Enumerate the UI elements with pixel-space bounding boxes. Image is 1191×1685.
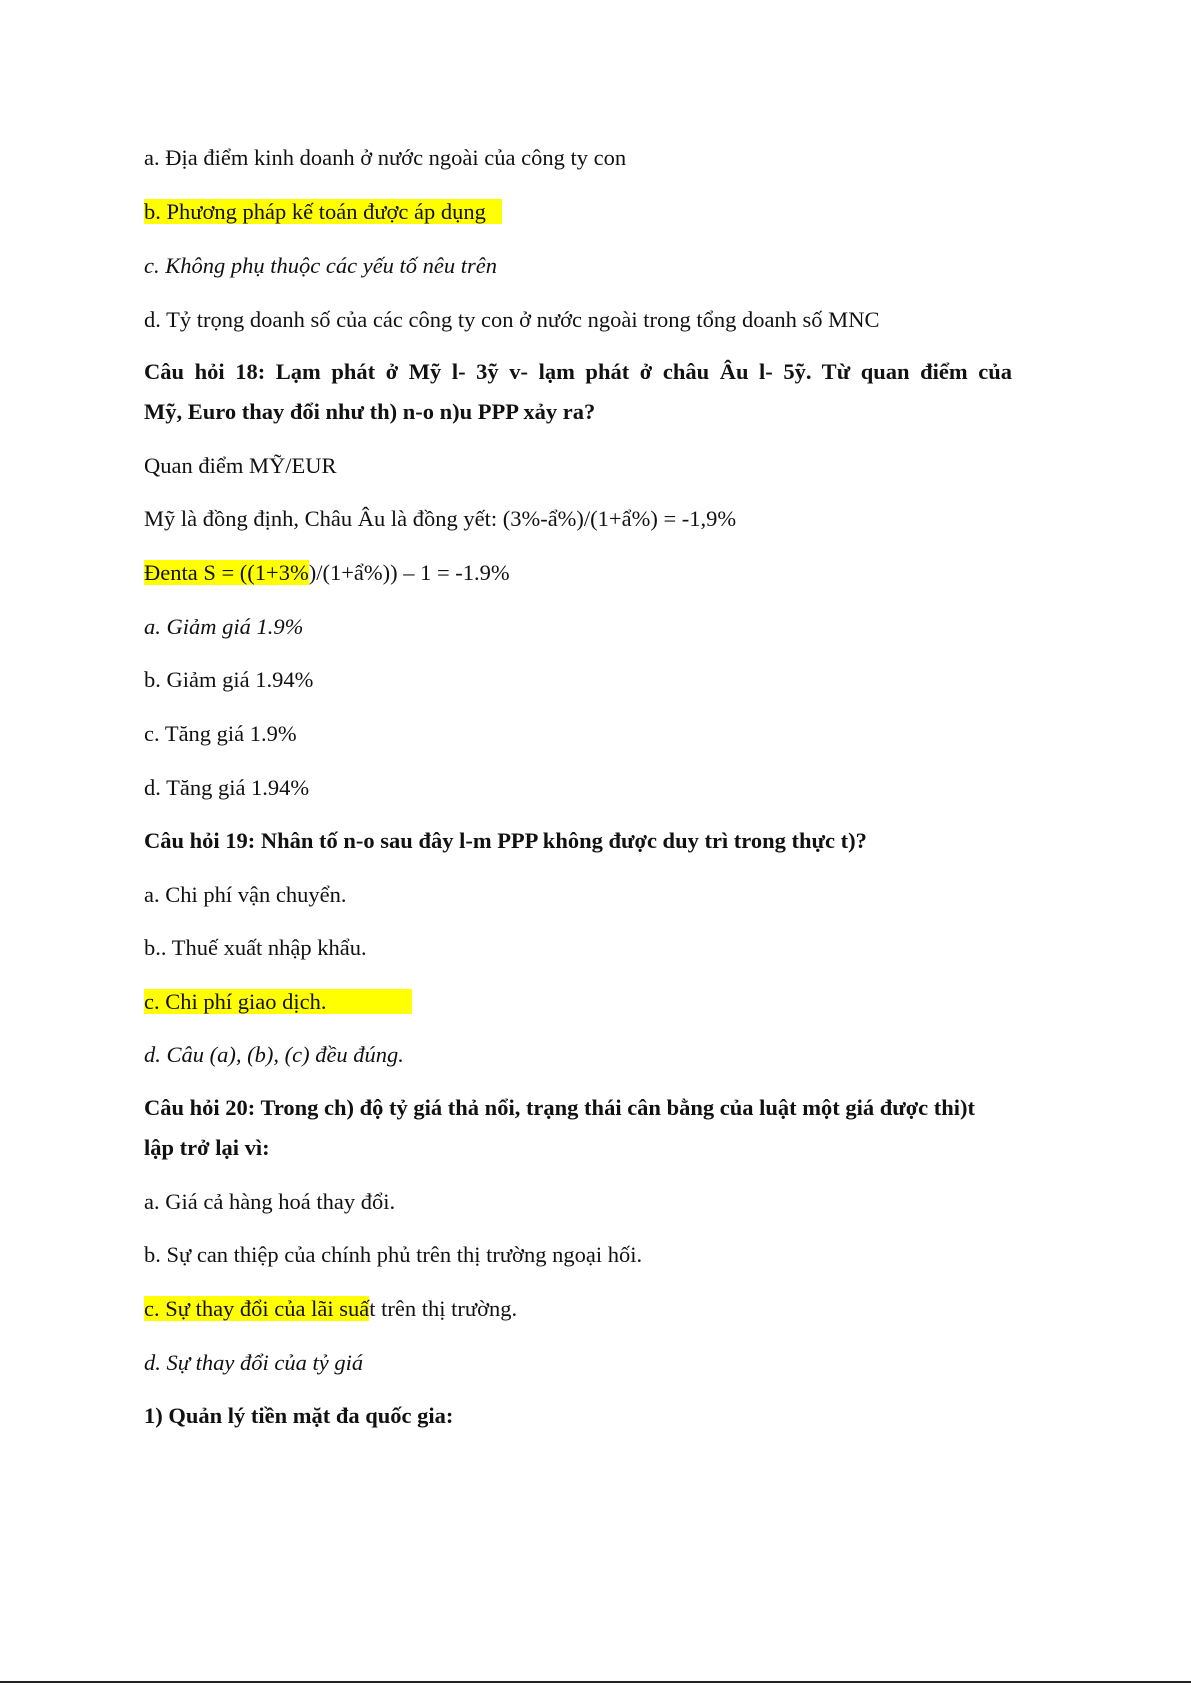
answer-d-increase-1-94: d. Tăng giá 1.94%: [144, 775, 310, 800]
answer-c-transaction-cost: [144, 987, 412, 1017]
answer-a-decrease-1-9: a. Giảm giá 1.9%: [144, 614, 304, 639]
highlighted-answer: c. Chi phí giao dịch.: [144, 989, 412, 1014]
highlighted-answer-part: c. Sự thay đổi của lãi suấ: [144, 1296, 370, 1321]
answer-a-location: a. Địa điểm kinh doanh ở nước ngoài của công ty con: [144, 145, 627, 170]
answer-a-transport: a. Chi phí vận chuyển.: [144, 882, 347, 907]
question-18-line-2: Mỹ, Euro thay đổi như th) n-o n)u PPP xảy ra?: [144, 399, 596, 424]
answer-remainder: t trên thị trường.: [369, 1296, 518, 1321]
note-formula-2: [144, 558, 510, 588]
answer-c-interest-rate: [144, 1294, 517, 1324]
section-heading: 1) Quản lý tiền mặt đa quốc gia:: [144, 1403, 454, 1428]
highlighted-answer: b. Phương pháp kế toán được áp dụng: [144, 199, 502, 224]
page-bottom-divider: [0, 1681, 1191, 1683]
answer-c-increase-1-9: c. Tăng giá 1.9%: [144, 721, 297, 746]
question-19: Câu hỏi 19: Nhân tố n-o sau đây l-m PPP không được duy trì trong thực t)?: [144, 828, 867, 853]
answer-c-independent: c. Không phụ thuộc các yếu tố nêu trên: [144, 253, 498, 278]
question-20-line-2: lập trở lại vì:: [144, 1135, 270, 1160]
formula-remainder: )/(1+ẩ%)) – 1 = -1.9%: [308, 560, 510, 585]
highlighted-formula-part: Đenta S = ((1+3%: [144, 560, 309, 585]
answer-a-price-change: a. Giá cả hàng hoá thay đổi.: [144, 1189, 396, 1214]
question-20-line-1: Câu hỏi 20: Trong ch) độ tỷ giá thả nổi, trạng thái cân bằng của luật một giá được thi)t: [144, 1095, 976, 1120]
answer-b-government-intervention: b. Sự can thiệp của chính phủ trên thị trường ngoại hối.: [144, 1242, 643, 1267]
answer-b-tariff: b.. Thuế xuất nhập khẩu.: [144, 935, 367, 960]
answer-d-all-correct: d. Câu (a), (b), (c) đều đúng.: [144, 1042, 404, 1067]
answer-d-exchange-rate: d. Sự thay đổi của tỷ giá: [144, 1350, 364, 1375]
note-perspective: Quan điểm MỸ/EUR: [144, 453, 337, 478]
answer-d-sales-ratio: d. Tỷ trọng doanh số của các công ty con ở nước ngoài trong tổng doanh số MNC: [144, 307, 880, 332]
note-formula-1: Mỹ là đồng định, Châu Âu là đồng yết: (3%-ẩ%)/(1+ẩ%) = -1,9%: [144, 506, 737, 531]
answer-b-decrease-1-94: b. Giảm giá 1.94%: [144, 667, 314, 692]
question-18-line-1: Câu hỏi 18: Lạm phát ở Mỹ l- 3ỹ v- lạm phát ở châu Âu l- 5ỹ. Từ quan điểm của: [144, 359, 1012, 384]
answer-b-accounting-method: [144, 197, 502, 227]
